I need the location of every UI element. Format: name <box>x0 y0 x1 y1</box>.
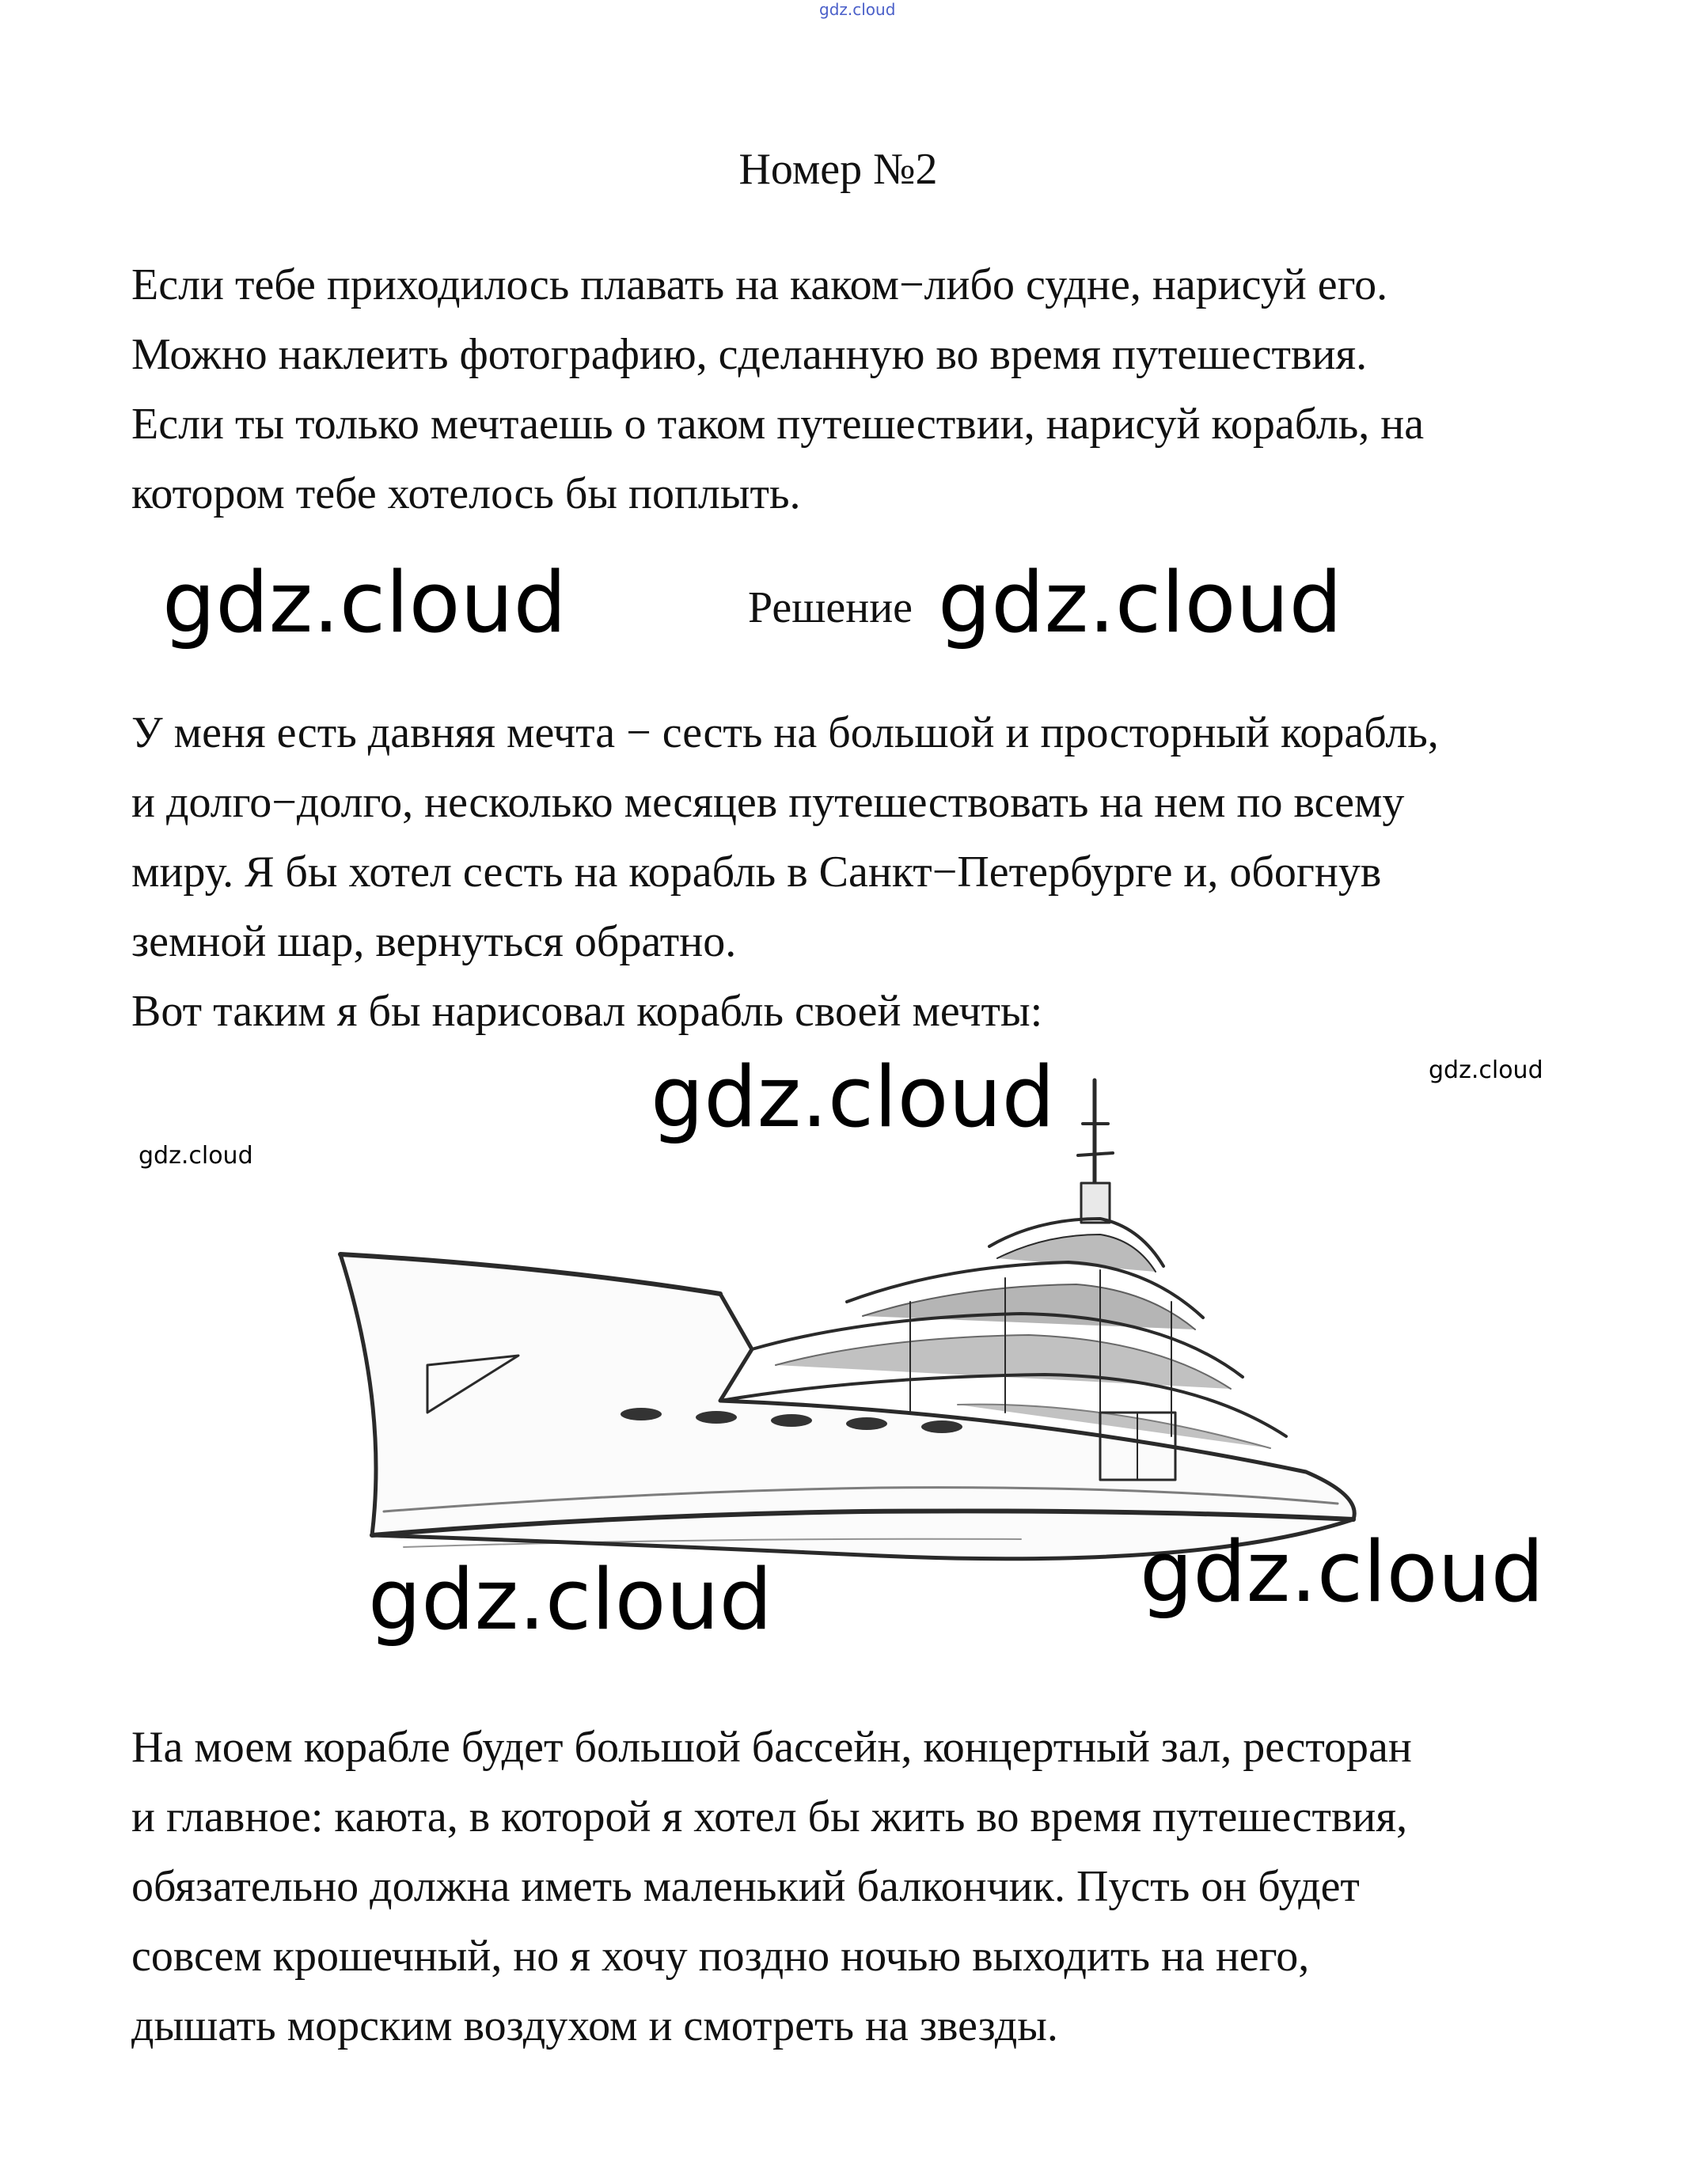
watermark-large: gdz.cloud <box>651 1049 1055 1146</box>
answer-line: У меня есть давняя мечта − сесть на большой и просторный корабль, <box>131 708 1439 757</box>
watermark-large: gdz.cloud <box>162 554 567 651</box>
task-line: котором тебе хотелось бы поплыть. <box>131 469 801 518</box>
watermark-large: gdz.cloud <box>938 554 1342 651</box>
answer-line: Вот таким я бы нарисовал корабль своей мечты: <box>131 987 1043 1036</box>
watermark-small: gdz.cloud <box>139 1142 253 1170</box>
answer-line: совсем крошечный, но я хочу поздно ночью выходить на него, <box>131 1932 1310 1981</box>
task-line: Можно наклеить фотографию, сделанную во время путешествия. <box>131 330 1368 379</box>
page-title: Номер №2 <box>738 145 938 194</box>
solution-label: Решение <box>748 583 913 632</box>
watermark-large: gdz.cloud <box>368 1551 772 1648</box>
answer-line: миру. Я бы хотел сесть на корабль в Санкт−Петербурге и, обогнув <box>131 848 1382 897</box>
answer-line: обязательно должна иметь маленький балкончик. Пусть он будет <box>131 1862 1360 1911</box>
task-text <box>131 250 1635 529</box>
answer-line: земной шар, вернуться обратно. <box>131 917 737 966</box>
yacht-sketch-image <box>309 1064 1409 1571</box>
answer-line: На моем корабле будет большой бассейн, концертный зал, ресторан <box>131 1723 1412 1772</box>
answer-text-1 <box>131 698 1635 1046</box>
answer-line: и главное: каюта, в которой я хотел бы жить во время путешествия, <box>131 1792 1408 1841</box>
top-watermark: gdz.cloud <box>819 0 896 19</box>
task-line: Если ты только мечтаешь о таком путешествии, нарисуй корабль, на <box>131 400 1425 449</box>
watermark-large: gdz.cloud <box>1140 1523 1544 1621</box>
answer-line: и долго−долго, несколько месяцев путешествовать на нем по всему <box>131 778 1405 827</box>
watermark-small: gdz.cloud <box>1429 1056 1543 1084</box>
task-line: Если тебе приходилось плавать на каком−либо судне, нарисуй его. <box>131 260 1388 309</box>
answer-text-2 <box>131 1712 1635 2061</box>
answer-line: дышать морским воздухом и смотреть на звезды. <box>131 2001 1058 2050</box>
